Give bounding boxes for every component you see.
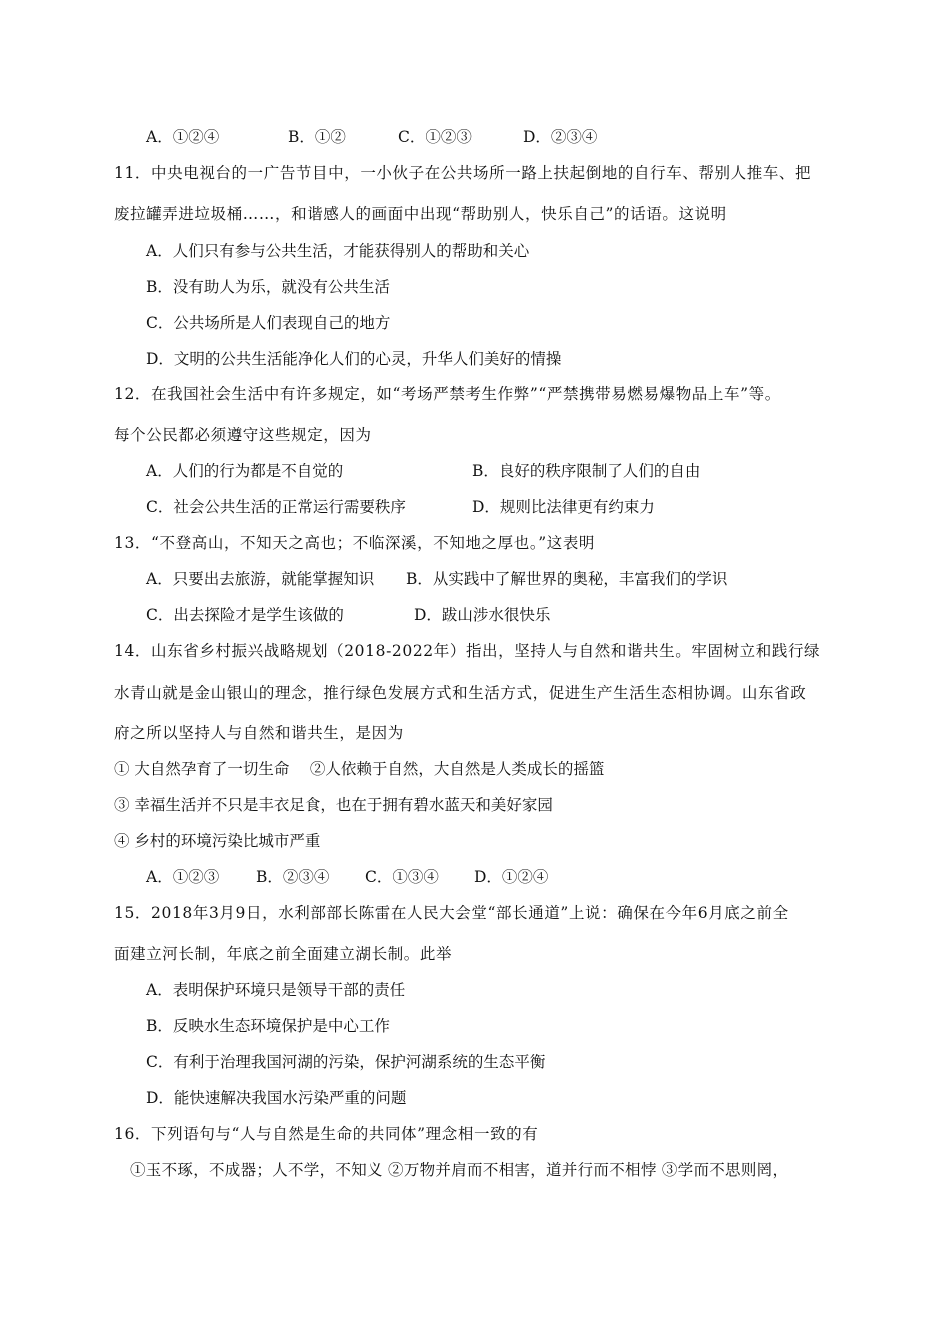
q11-stem-line-1: 11．中央电视台的一广告节目中，一小伙子在公共场所一路上扶起倒地的自行车、帮别人推车、把 xyxy=(114,164,812,182)
q10-option-d: D．②③④ xyxy=(523,128,598,146)
q15-stem-line-1: 15．2018年3月9日，水利部部长陈雷在人民大会堂“部长通道”上说：确保在今年6月底之前全 xyxy=(114,904,789,922)
q15-option-d: D．能快速解决我国水污染严重的问题 xyxy=(146,1089,407,1107)
q12-option-c: C．社会公共生活的正常运行需要秩序 xyxy=(146,498,406,516)
q12-option-b: B．良好的秩序限制了人们的自由 xyxy=(472,462,701,480)
q10-option-c: C．①②③ xyxy=(398,128,472,146)
q10-option-b: B．①② xyxy=(288,128,346,146)
q14-option-d: D．①②④ xyxy=(474,868,549,886)
q11-option-c: C．公共场所是人们表现自己的地方 xyxy=(146,314,391,332)
q15-option-a: A．表明保护环境只是领导干部的责任 xyxy=(146,981,406,999)
q15-option-b: B．反映水生态环境保护是中心工作 xyxy=(146,1017,390,1035)
q12-option-d: D．规则比法律更有约束力 xyxy=(472,498,655,516)
q14-statement-2: ③ 幸福生活并不只是丰衣足食，也在于拥有碧水蓝天和美好家园 xyxy=(114,796,553,814)
q11-option-a: A．人们只有参与公共生活，才能获得别人的帮助和关心 xyxy=(146,242,530,260)
q14-option-b: B．②③④ xyxy=(256,868,330,886)
q14-statement-1: ① 大自然孕育了一切生命 ②人依赖于自然，大自然是人类成长的摇篮 xyxy=(114,760,605,778)
q13-option-a: A．只要出去旅游，就能掌握知识 xyxy=(146,570,375,588)
q15-stem-line-2: 面建立河长制，年底之前全面建立湖长制。此举 xyxy=(114,945,453,963)
q14-stem-line-2: 水青山就是金山银山的理念，推行绿色发展方式和生活方式，促进生产生活生态相协调。山东省政 xyxy=(114,684,807,702)
q14-option-c: C．①③④ xyxy=(365,868,439,886)
q13-option-d: D．跋山涉水很快乐 xyxy=(414,606,551,624)
q11-option-b: B．没有助人为乐，就没有公共生活 xyxy=(146,278,390,296)
q13-option-b: B．从实践中了解世界的奥秘，丰富我们的学识 xyxy=(406,570,728,588)
q14-stem-line-1: 14．山东省乡村振兴战略规划（2018-2022年）指出，坚持人与自然和谐共生。牢固树立和践行绿 xyxy=(114,642,821,660)
q11-option-d: D．文明的公共生活能净化人们的心灵，升华人们美好的情操 xyxy=(146,350,562,368)
q12-stem-line-2: 每个公民都必须遵守这些规定，因为 xyxy=(114,426,372,444)
q13-stem-line-1: 13．“不登高山，不知天之高也；不临深溪，不知地之厚也。”这表明 xyxy=(114,534,596,552)
q14-stem-line-3: 府之所以坚持人与自然和谐共生，是因为 xyxy=(114,724,404,742)
q13-option-c: C．出去探险才是学生该做的 xyxy=(146,606,344,624)
q12-stem-line-1: 12．在我国社会生活中有许多规定，如“考场严禁考生作弊”“严禁携带易燃易爆物品上车”等。 xyxy=(114,385,781,403)
q16-stem-line-1: 16．下列语句与“人与自然是生命的共同体”理念相一致的有 xyxy=(114,1125,539,1143)
q14-statement-3: ④ 乡村的环境污染比城市严重 xyxy=(114,832,321,850)
q16-statement-line-1: ①玉不琢，不成器；人不学，不知义 ②万物并肩而不相害，道并行而不相悖 ③学而不思则罔， xyxy=(130,1161,789,1179)
q14-option-a: A．①②③ xyxy=(146,868,220,886)
q10-option-a: A．①②④ xyxy=(146,128,220,146)
q11-stem-line-2: 废拉罐弄进垃圾桶……，和谐感人的画面中出现“帮助别人，快乐自己”的话语。这说明 xyxy=(114,205,727,223)
q15-option-c: C．有利于治理我国河湖的污染，保护河湖系统的生态平衡 xyxy=(146,1053,546,1071)
q12-option-a: A．人们的行为都是不自觉的 xyxy=(146,462,344,480)
